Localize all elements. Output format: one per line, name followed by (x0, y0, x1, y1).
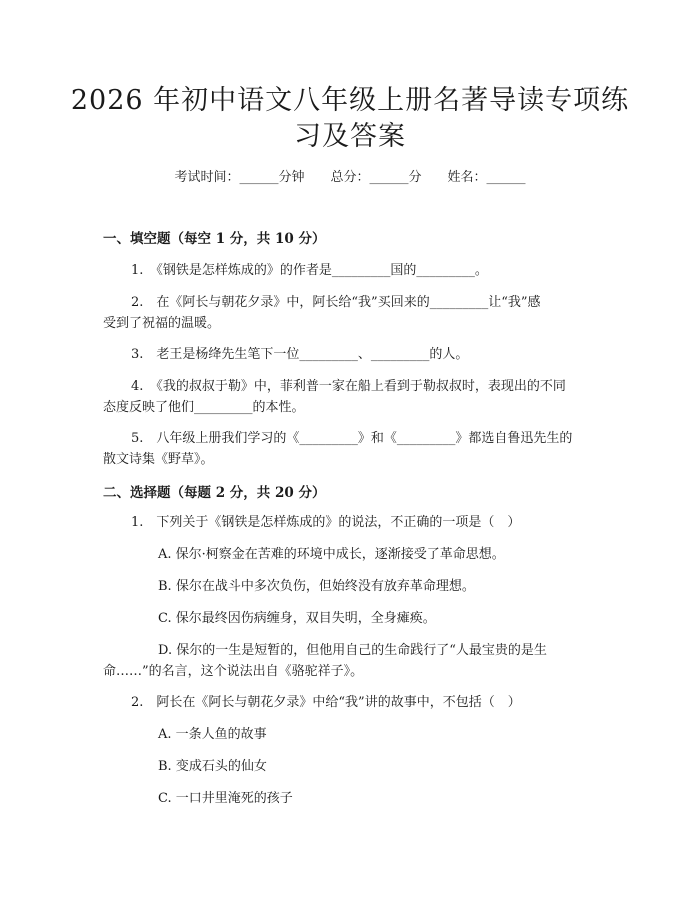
choice-question-1-option-b: B. 保尔在战斗中多次负伤，但始终没有放弃革命理想。 (158, 579, 475, 594)
choice-question-2-option-a: A. 一条人鱼的故事 (158, 727, 267, 742)
fill-question-4-continued: 态度反映了他们_________的本性。 (103, 400, 305, 415)
choice-question-1-option-d-continued: 命……”的名言，这个说法出自《骆驼祥子》。 (103, 664, 364, 679)
choice-question-1-option-d: D. 保尔的一生是短暂的，但他用自己的生命践行了“人最宝贵的是生 (158, 643, 547, 658)
page-title-line-1: 2026 年初中语文八年级上册名著导读专项练 (70, 85, 630, 116)
fill-question-2: 2. 在《阿长与朝花夕录》中，阿长给“我”买回来的_________让“我”感 (131, 295, 541, 310)
choice-question-2: 2. 阿长在《阿长与朝花夕录》中给“我”讲的故事中，不包括（ ） (131, 695, 521, 710)
fill-question-1: 1. 《钢铁是怎样炼成的》的作者是_________国的_________。 (131, 263, 488, 278)
section-heading-multiple-choice: 二、选择题（每题 2 分，共 20 分） (103, 485, 326, 501)
fill-question-5-continued: 散文诗集《野草》。 (103, 452, 214, 467)
page-title-line-2: 习及答案 (294, 121, 406, 152)
fill-question-5: 5. 八年级上册我们学习的《_________》和《_________》都选自鲁迅先生的 (131, 431, 573, 446)
choice-question-1-option-a: A. 保尔·柯察金在苦难的环境中成长，逐渐接受了革命思想。 (158, 547, 505, 562)
choice-question-1: 1. 下列关于《钢铁是怎样炼成的》的说法，不正确的一项是（ ） (131, 515, 521, 530)
fill-question-3: 3. 老王是杨绛先生笔下一位_________、_________的人。 (131, 347, 469, 362)
fill-question-4: 4. 《我的叔叔于勒》中，菲利普一家在船上看到于勒叔叔时，表现出的不同 (131, 379, 566, 394)
choice-question-1-option-c: C. 保尔最终因伤病缠身，双目失明，全身瘫痪。 (158, 611, 436, 626)
section-heading-fill-blank: 一、填空题（每空 1 分，共 10 分） (103, 231, 326, 247)
fill-question-2-continued: 受到了祝福的温暖。 (103, 316, 221, 331)
exam-meta-info: 考试时间：______分钟 总分：______分 姓名：______ (174, 170, 526, 185)
choice-question-2-option-c: C. 一口井里淹死的孩子 (158, 791, 293, 806)
choice-question-2-option-b: B. 变成石头的仙女 (158, 759, 267, 774)
